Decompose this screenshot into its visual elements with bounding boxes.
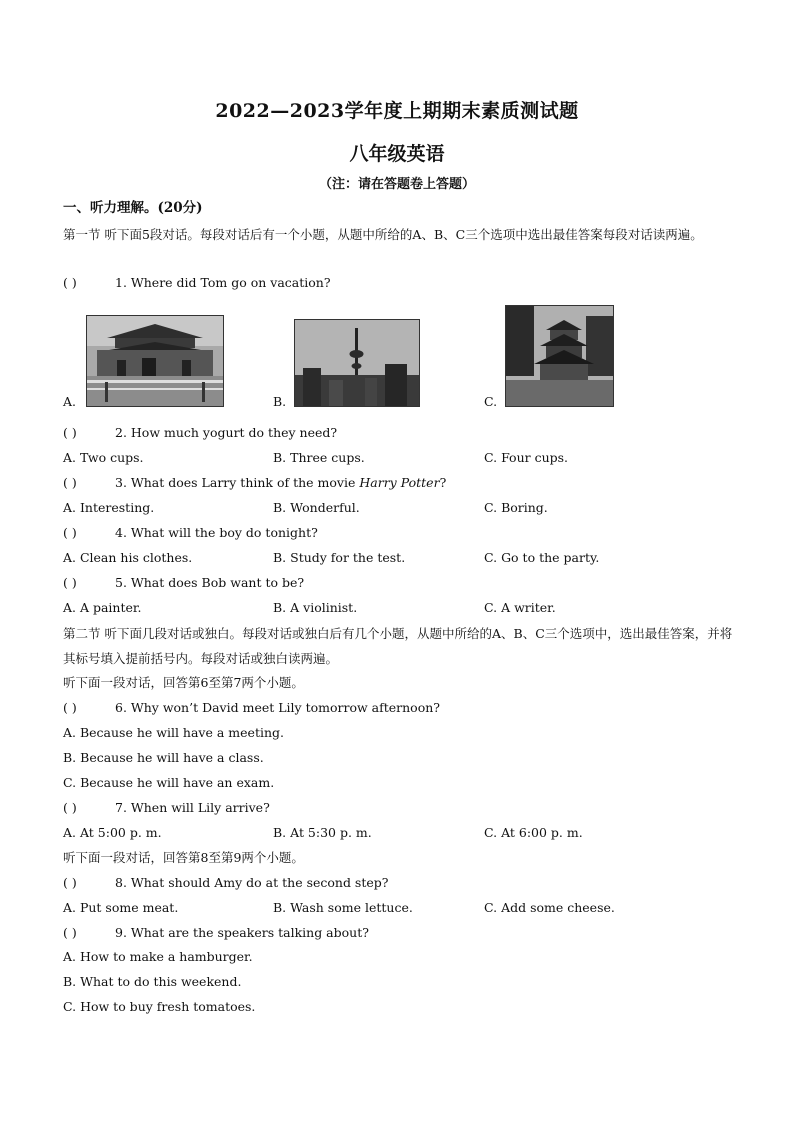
option-b-label: B. — [273, 394, 287, 409]
question-text: 6. Why won’t David meet Lily tomorrow afternoon? — [115, 700, 440, 715]
option-a-label: A. — [63, 394, 77, 409]
option-a: A. Clean his clothes. — [63, 550, 193, 565]
question-text: 4. What will the boy do tonight? — [115, 525, 318, 540]
dialog-intro-6-7: 听下面一段对话，回答第6至第7两个小题。 — [63, 675, 304, 690]
tiananmen-photo — [86, 315, 224, 407]
answer-paren: ( ) — [63, 475, 77, 490]
answer-paren: ( ) — [63, 275, 77, 290]
answer-paren: ( ) — [63, 525, 77, 540]
option-b: B. Wash some lettuce. — [273, 900, 413, 915]
answer-paren: ( ) — [63, 925, 77, 940]
answer-paren: ( ) — [63, 425, 77, 440]
option-a: A. A painter. — [63, 600, 142, 615]
movie-title: Harry Potter — [359, 475, 440, 490]
option-c: C. At 6:00 p. m. — [484, 825, 583, 840]
option-b: B. Wonderful. — [273, 500, 360, 515]
question-6 — [63, 699, 440, 717]
pavilion-photo — [505, 305, 614, 407]
option-a: A. Interesting. — [63, 500, 155, 515]
option-9c: C. How to buy fresh tomatoes. — [63, 999, 256, 1014]
answer-paren: ( ) — [63, 575, 77, 590]
option-b: B. Study for the test. — [273, 550, 406, 565]
question-text: 8. What should Amy do at the second step? — [115, 875, 389, 890]
question-text: 5. What does Bob want to be? — [115, 575, 305, 590]
option-a: A. Two cups. — [63, 450, 144, 465]
option-c: C. Add some cheese. — [484, 900, 615, 915]
options-5 — [63, 599, 743, 617]
question-text: 7. When will Lily arrive? — [115, 800, 270, 815]
section-heading-listening: 一、听力理解。(20分) — [63, 200, 203, 216]
option-6c: C. Because he will have an exam. — [63, 775, 275, 790]
exam-note: （注：请在答题卷上答题） — [318, 177, 475, 192]
question-text: 2. How much yogurt do they need? — [115, 425, 338, 440]
question-text: 9. What are the speakers talking about? — [115, 925, 369, 940]
question-text-pre: 3. What does Larry think of the movie — [115, 475, 360, 490]
options-7 — [63, 824, 743, 842]
option-c: C. A writer. — [484, 600, 556, 615]
question-1 — [63, 274, 331, 292]
option-b: B. A violinist. — [273, 600, 358, 615]
dialog-intro-8-9: 听下面一段对话，回答第8至第9两个小题。 — [63, 850, 304, 865]
answer-paren: ( ) — [63, 700, 77, 715]
option-b: B. Three cups. — [273, 450, 365, 465]
option-b: B. At 5:30 p. m. — [273, 825, 372, 840]
exam-title: 2022—2023学年度上期期末素质测试题 — [215, 100, 579, 122]
options-8 — [63, 899, 743, 917]
option-9a: A. How to make a hamburger. — [63, 949, 253, 964]
options-4 — [63, 549, 743, 567]
options-3 — [63, 499, 743, 517]
option-6a: A. Because he will have a meeting. — [63, 725, 284, 740]
question-3 — [63, 474, 446, 492]
option-9b: B. What to do this weekend. — [63, 974, 242, 989]
question-7 — [63, 799, 270, 817]
part1-instruction: 第一节 听下面5段对话。每段对话后有一个小题，从题中所给的A、B、C三个选项中选出最佳答案每段对话读两遍。 — [63, 227, 703, 242]
options-2 — [63, 449, 743, 467]
question-9 — [63, 924, 369, 942]
exam-subtitle: 八年级英语 — [349, 143, 445, 165]
question-text-post: ? — [439, 475, 447, 490]
part2-instruction: 第二节 听下面几段对话或独白。每段对话或独白后有几个小题，从题中所给的A、B、C三个选项中，选出最佳答案，并将其标号填入提前括号内。每段对话或独白读两遍。 — [63, 626, 733, 666]
answer-paren: ( ) — [63, 800, 77, 815]
question-4 — [63, 524, 318, 542]
option-c-label: C. — [484, 394, 498, 409]
answer-paren: ( ) — [63, 875, 77, 890]
option-6b: B. Because he will have a class. — [63, 750, 264, 765]
option-c: C. Four cups. — [484, 450, 569, 465]
option-a: A. Put some meat. — [63, 900, 179, 915]
question-text: 1. Where did Tom go on vacation? — [115, 275, 331, 290]
option-c: C. Boring. — [484, 500, 548, 515]
question-5 — [63, 574, 304, 592]
question-8 — [63, 874, 388, 892]
option-c: C. Go to the party. — [484, 550, 600, 565]
tv-tower-photo — [294, 319, 420, 407]
option-a: A. At 5:00 p. m. — [63, 825, 162, 840]
question-2 — [63, 424, 337, 442]
